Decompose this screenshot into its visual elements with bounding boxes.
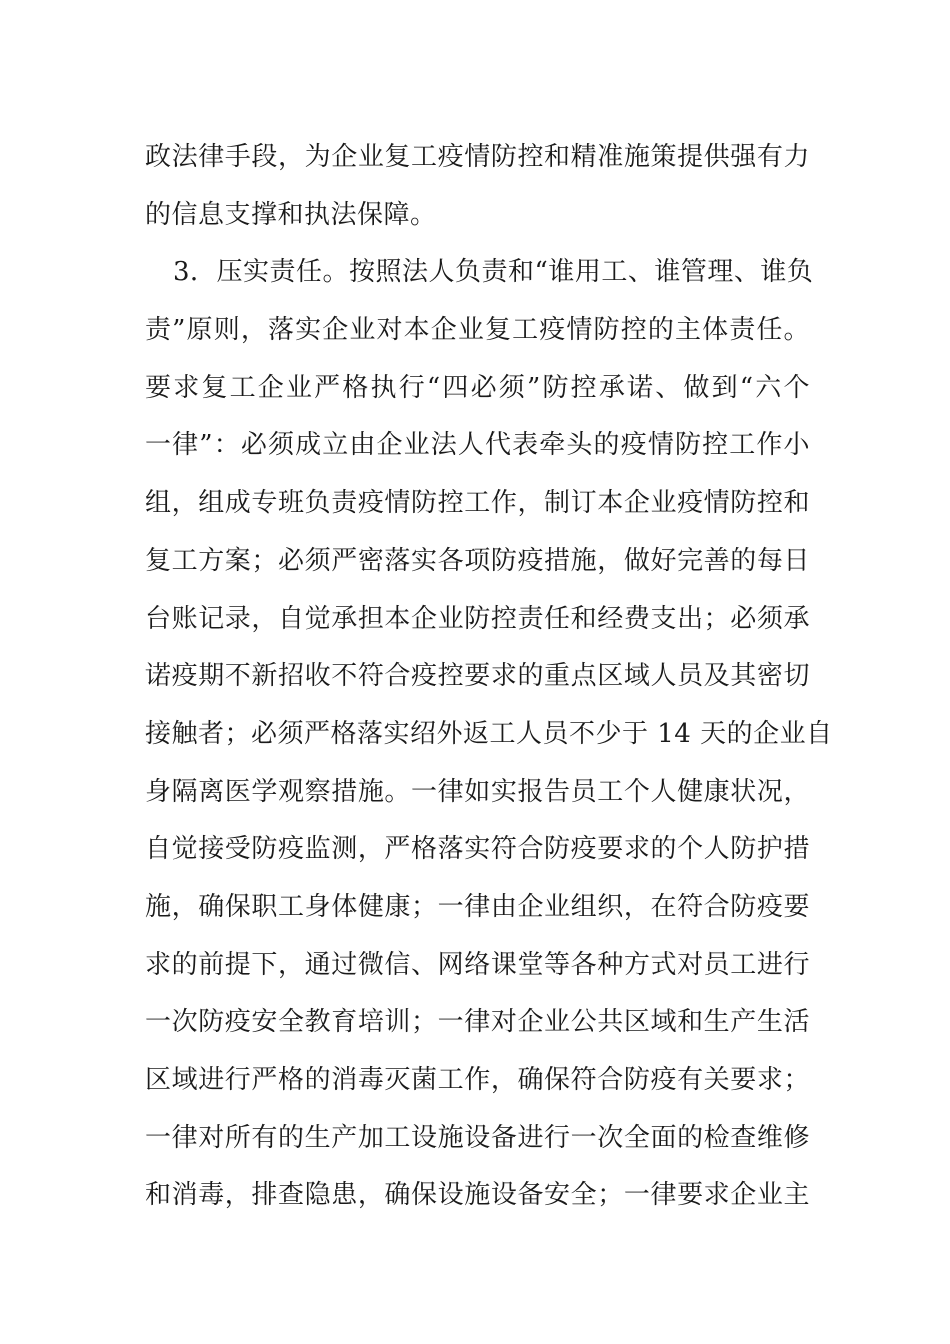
text-line: 责”原则，落实企业对本企业复工疫情防控的主体责任。: [145, 315, 810, 346]
text-line: 的信息支撑和执法保障。: [145, 199, 437, 230]
text-line: 身隔离医学观察措施。一律如实报告员工个人健康状况，: [145, 776, 810, 807]
text-line: 台账记录，自觉承担本企业防控责任和经费支出；必须承: [145, 603, 810, 634]
text-line: 复工方案；必须严密落实各项防疫措施，做好完善的每日: [145, 545, 810, 576]
body-text: [145, 129, 833, 1225]
text-line: 一律对所有的生产加工设施设备进行一次全面的检查维修: [145, 1122, 810, 1153]
text-line: 一律”：必须成立由企业法人代表牵头的疫情防控工作小: [145, 430, 810, 461]
text-line: 和消毒，排查隐患，确保设施设备安全；一律要求企业主: [145, 1180, 810, 1211]
text-line: 施，确保职工身体健康；一律由企业组织，在符合防疫要: [145, 891, 810, 922]
text-line: 自觉接受防疫监测，严格落实符合防疫要求的个人防护措: [145, 834, 810, 865]
text-line: 3．压实责任。按照法人负责和“谁用工、谁管理、谁负: [173, 257, 814, 288]
text-line: 一次防疫安全教育培训；一律对企业公共区域和生产生活: [145, 1007, 810, 1038]
text-line: 接触者；必须严格落实绍外返工人员不少于 14 天的企业自: [145, 718, 833, 749]
text-line: 求的前提下，通过微信、网络课堂等各种方式对员工进行: [145, 949, 810, 980]
text-line: 要求复工企业严格执行“四必须”防控承诺、做到“六个: [145, 372, 810, 403]
text-line: 区域进行严格的消毒灭菌工作，确保符合防疫有关要求；: [145, 1065, 810, 1095]
text-line: 诺疫期不新招收不符合疫控要求的重点区域人员及其密切: [145, 661, 810, 692]
text-line: 组，组成专班负责疫情防控工作，制订本企业疫情防控和: [145, 488, 810, 519]
text-line: 政法律手段，为企业复工疫情防控和精准施策提供强有力: [145, 142, 810, 172]
